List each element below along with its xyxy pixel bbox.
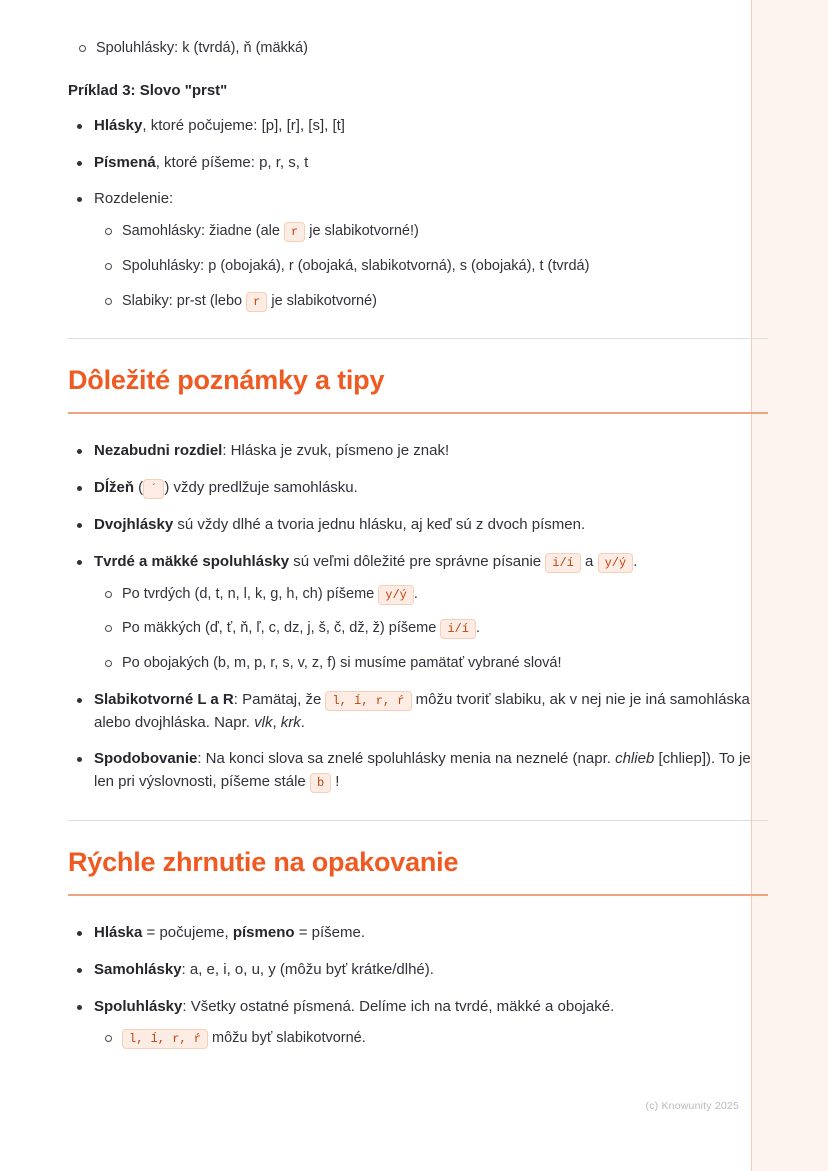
document-content — [68, 0, 768, 1050]
spodobovanie-mid: [chliep]). To je len pri výslovnosti, píšeme stále — [94, 750, 751, 791]
slabikotvorne-mid: môžu tvoriť slabiku, ak v nej nie je iná samohláska alebo dvojhláska. Napr. — [94, 690, 750, 731]
list-item — [68, 748, 768, 794]
example3-sub-0-pre: Samohlásky: žiadne (ale — [122, 223, 284, 240]
notes-item-2-text: sú vždy dlhé a tvoria jednu hlásku, aj keď sú z dvoch písmen. — [173, 515, 586, 533]
copyright-credit: (c) Knowunity 2025 — [645, 1100, 739, 1112]
summary-item-2-bold: Spoluhlásky — [94, 997, 183, 1015]
notes-sub-1-pre: Po mäkkých (ď, ť, ň, ľ, c, dz, j, š, č, dž, ž) píšeme — [122, 620, 441, 637]
spodobovanie-post: ! — [331, 773, 340, 791]
summary-heading: Rýchle zhrnutie na opakovanie — [68, 847, 459, 878]
notes-sublist — [94, 584, 768, 675]
code-chip-l-r-2: l, ĺ, r, ŕ — [122, 1029, 208, 1049]
slabikotvorne-italic-2: krk — [280, 713, 301, 731]
code-chip-i-2: i/í — [440, 619, 476, 639]
summary-sublist — [94, 1028, 768, 1050]
list-item — [94, 1028, 768, 1050]
spodobovanie-italic-1: chlieb — [615, 750, 655, 768]
list-item — [68, 38, 768, 60]
notes-item-3-mid: sú veľmi dôležité pre správne písanie — [289, 552, 546, 570]
slabikotvorne-post: . — [300, 713, 305, 731]
spodobovanie-bold: Spodobovanie — [94, 750, 198, 768]
summary-heading-underline — [68, 894, 768, 896]
list-item — [68, 514, 768, 537]
code-chip-b: b — [310, 773, 331, 793]
notes-item-3-bold: Tvrdé a mäkké spoluhlásky — [94, 552, 290, 570]
notes-sub-0-pre: Po tvrdých (d, t, n, l, k, g, h, ch) píšeme — [122, 585, 379, 602]
slabikotvorne-italic-1: vlk — [254, 713, 273, 731]
example3-item-2-text: Rozdelenie: — [94, 190, 174, 208]
slabikotvorne-pre: : Pamätaj, že — [233, 690, 326, 708]
list-item — [68, 440, 768, 463]
slabikotvorne-sep: , — [272, 713, 281, 731]
summary-item-0-mid: = počujeme, — [142, 924, 233, 942]
example3-title: Príklad 3: Slovo "prst" — [68, 81, 228, 99]
notes-sub-1-post: . — [475, 620, 480, 637]
summary-item-0-bold2: písmeno — [232, 924, 295, 942]
notes-heading: Dôležité poznámky a tipy — [68, 365, 385, 396]
top-fragment-label: Spoluhlásky: — [96, 40, 179, 56]
example3-list — [68, 115, 768, 313]
list-item — [68, 689, 768, 735]
code-chip-r-2: r — [246, 292, 267, 312]
spodobovanie-pre: : Na konci slova sa znelé spoluhlásky menia na neznelé (napr. — [197, 750, 616, 768]
summary-item-1-mid: : a, e, i, o, u, y (môžu byť krátke/dlhé). — [181, 960, 434, 978]
summary-item-1-bold: Samohlásky — [94, 960, 182, 978]
notes-list — [68, 440, 768, 794]
list-item — [94, 618, 768, 640]
list-item — [68, 922, 768, 945]
example3-item-1-text: , ktoré píšeme: p, r, s, t — [155, 153, 309, 171]
notes-item-2-bold: Dvojhlásky — [94, 515, 174, 533]
notes-item-1-post: ) vždy predlžuje samohlásku. — [164, 479, 358, 497]
list-item — [94, 221, 768, 243]
example3-item-0-bold: Hlásky — [94, 116, 143, 134]
section-divider-1 — [68, 338, 768, 339]
code-chip-dlzen: ´ — [143, 479, 164, 499]
notes-item-1-bold: Dĺžeň — [94, 479, 135, 497]
code-chip-l-r: l, ĺ, r, ŕ — [325, 691, 411, 711]
slabikotvorne-bold: Slabikotvorné L a R — [94, 690, 234, 708]
list-item — [68, 152, 768, 175]
list-item — [68, 477, 768, 500]
list-item — [68, 115, 768, 138]
code-chip-i: i/í — [545, 553, 581, 573]
top-fragment-list — [68, 38, 768, 60]
code-chip-y-2: y/ý — [378, 585, 414, 605]
notes-item-3-mid2: a — [580, 552, 598, 570]
notes-item-1-mid: ( — [134, 479, 144, 497]
code-chip-r: r — [284, 222, 305, 242]
example3-sub-1-pre: Spoluhlásky: p (obojaká), r (obojaká, slabikotvorná), s (obojaká), t (tvrdá) — [122, 257, 590, 274]
summary-sub-0-post: môžu byť slabikotvorné. — [208, 1030, 366, 1047]
summary-list — [68, 922, 768, 1050]
notes-item-3-post: . — [633, 552, 638, 570]
example3-sublist — [94, 221, 768, 312]
example3-sub-2-post: je slabikotvorné) — [267, 292, 377, 309]
top-fragment-text: k (tvrdá), ň (mäkká) — [178, 40, 308, 56]
example3-item-0-text: , ktoré počujeme: [p], [r], [s], [t] — [142, 116, 345, 134]
list-item — [94, 653, 768, 675]
example3-sub-0-post: je slabikotvorné!) — [305, 223, 419, 240]
section-divider-2 — [68, 820, 768, 821]
summary-item-2-mid: : Všetky ostatné písmená. Delíme ich na tvrdé, mäkké a obojaké. — [182, 997, 615, 1015]
example3-sub-2-pre: Slabiky: pr-st (lebo — [122, 292, 247, 309]
list-item — [68, 188, 768, 312]
summary-item-0-post: = píšeme. — [294, 924, 365, 942]
summary-item-0-bold: Hláska — [94, 924, 143, 942]
list-item — [68, 551, 768, 675]
example3-item-1-bold: Písmená — [94, 153, 156, 171]
list-item — [94, 256, 768, 278]
list-item — [68, 959, 768, 982]
notes-item-0-text: : Hláska je zvuk, písmeno je znak! — [222, 442, 450, 460]
notes-item-0-bold: Nezabudni rozdiel — [94, 442, 223, 460]
notes-sub-2-pre: Po obojakých (b, m, p, r, s, v, z, f) si musíme pamätať vybrané slová! — [122, 655, 562, 672]
code-chip-y: y/ý — [598, 553, 634, 573]
list-item — [94, 584, 768, 606]
notes-sub-0-post: . — [413, 585, 418, 602]
notes-heading-underline — [68, 412, 768, 414]
list-item — [94, 291, 768, 313]
list-item — [68, 996, 768, 1051]
